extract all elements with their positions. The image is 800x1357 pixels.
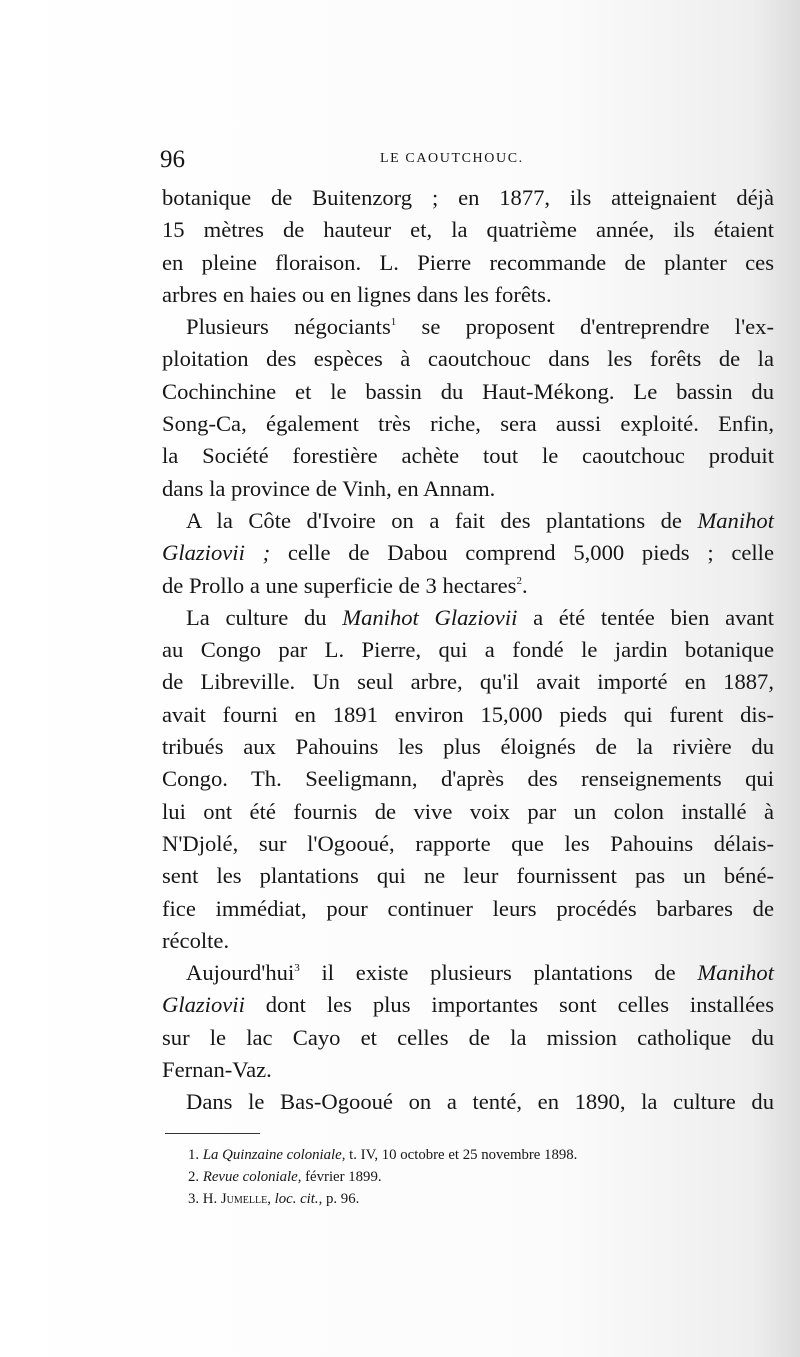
text-line-21: N'Djolé, sur l'Ogooué, rapporte que les Pahouins délais- xyxy=(162,830,774,856)
text-line-11 xyxy=(162,505,774,537)
running-head xyxy=(160,146,780,180)
text-line-1: botanique de Buitenzorg ; en 1877, ils atteignaient déjà xyxy=(162,185,774,210)
text-line-9: la Société forestière achète tout le caoutchouc produit xyxy=(162,443,774,469)
footnote-1 xyxy=(188,1144,768,1166)
footnote-number: 3. xyxy=(188,1191,200,1207)
text-line-12 xyxy=(162,537,774,569)
text-line-5 xyxy=(162,311,774,343)
text-line-6: ploitation des espèces à caoutchouc dans les forêts de la xyxy=(162,346,774,372)
footnote-ref-3: 3 xyxy=(294,962,300,975)
footnote-ref-2: 2 xyxy=(516,574,522,587)
text-line-15: au Congo par L. Pierre, qui a fondé le jardin botanique xyxy=(162,637,774,663)
footnote-prefix: H. xyxy=(199,1191,221,1207)
text-line-2: 15 mètres de hauteur et, la quatrième année, ils étaient xyxy=(162,217,774,243)
text-line-4: arbres en haies ou en lignes dans les forêts. xyxy=(162,281,552,307)
text-line-29: Dans le Bas-Ogooué on a tenté, en 1890, la culture du xyxy=(186,1089,774,1115)
text-fragment: A la Côte d'Ivoire on a fait des plantations de xyxy=(186,507,682,533)
text-line-14 xyxy=(162,602,774,634)
footnote-detail: février 1899. xyxy=(301,1169,382,1185)
text-line-20: lui ont été fournis de vive voix par un colon installé à xyxy=(162,798,774,824)
text-line-18: tribués aux Pahouins les plus éloignés de la rivière du xyxy=(162,734,774,760)
text-line-19: Congo. Th. Seeligmann, d'après des renseignements qui xyxy=(162,766,774,792)
footnote-author: Jumelle, xyxy=(220,1191,271,1207)
text-line-22: sent les plantations qui ne leur fournissent pas un béné- xyxy=(162,863,774,889)
footnote-number: 1. xyxy=(188,1147,200,1163)
footnote-number: 2. xyxy=(188,1169,200,1185)
footnote-2 xyxy=(188,1166,768,1188)
text-fragment: Plusieurs négociants xyxy=(186,314,391,340)
page-number: 96 xyxy=(160,146,185,173)
text-fragment: La culture du xyxy=(186,604,327,630)
text-line-7: Cochinchine et le bassin du Haut-Mékong. Le bassin du xyxy=(162,378,774,404)
running-title: LE CAOUTCHOUC. xyxy=(380,151,524,166)
italic-term: Manihot xyxy=(697,507,775,533)
text-line-13 xyxy=(162,570,774,602)
text-fragment: de Prollo a une superficie de 3 hectares xyxy=(162,572,517,598)
footnote-detail: p. 96. xyxy=(322,1191,360,1207)
italic-term: Manihot Glaziovii xyxy=(342,604,518,630)
text-fragment: il existe plusieurs plantations de xyxy=(299,960,698,986)
text-line-16: de Libreville. Un seul arbre, qu'il avait importé en 1887, xyxy=(162,669,774,695)
text-fragment: . xyxy=(521,572,528,598)
text-line-24: récolte. xyxy=(162,927,230,953)
footnote-detail: t. IV, 10 octobre et 25 novembre 1898. xyxy=(345,1147,578,1163)
text-line-8: Song-Ca, également très riche, sera aussi exploité. Enfin, xyxy=(162,411,774,437)
footnote-source: Revue coloniale, xyxy=(202,1169,302,1185)
text-line-26 xyxy=(162,989,774,1021)
text-line-25 xyxy=(162,957,774,989)
italic-term: Manihot xyxy=(697,960,774,986)
footnote-3 xyxy=(188,1188,768,1210)
footnote-ref-1: 1 xyxy=(390,316,397,329)
footnote-divider xyxy=(165,1133,260,1134)
text-line-10: dans la province de Vinh, en Annam. xyxy=(162,475,496,501)
italic-term: Glaziovii ; xyxy=(162,540,271,566)
body-text xyxy=(162,182,774,1119)
text-fragment: celle de Dabou comprend 5,000 pieds ; celle xyxy=(270,540,774,566)
text-line-28: Fernan-Vaz. xyxy=(162,1057,272,1083)
footnotes xyxy=(188,1144,768,1210)
text-line-23: fice immédiat, pour continuer leurs procédés barbares de xyxy=(162,895,774,921)
footnote-source: La Quinzaine coloniale, xyxy=(202,1147,346,1163)
footnote-source: loc. cit., xyxy=(270,1191,323,1207)
text-fragment: Aujourd'hui xyxy=(186,960,295,986)
text-fragment: a été tentée bien avant xyxy=(517,604,774,630)
text-line-3: en pleine floraison. L. Pierre recommande de planter ces xyxy=(162,249,774,275)
text-fragment: dont les plus importantes sont celles installées xyxy=(244,992,774,1018)
text-fragment: se proposent d'entreprendre l'ex- xyxy=(396,314,774,340)
text-line-27: sur le lac Cayo et celles de la mission catholique du xyxy=(162,1024,774,1050)
text-line-17: avait fourni en 1891 environ 15,000 pieds qui furent dis- xyxy=(162,701,774,727)
italic-term: Glaziovii xyxy=(162,992,245,1018)
